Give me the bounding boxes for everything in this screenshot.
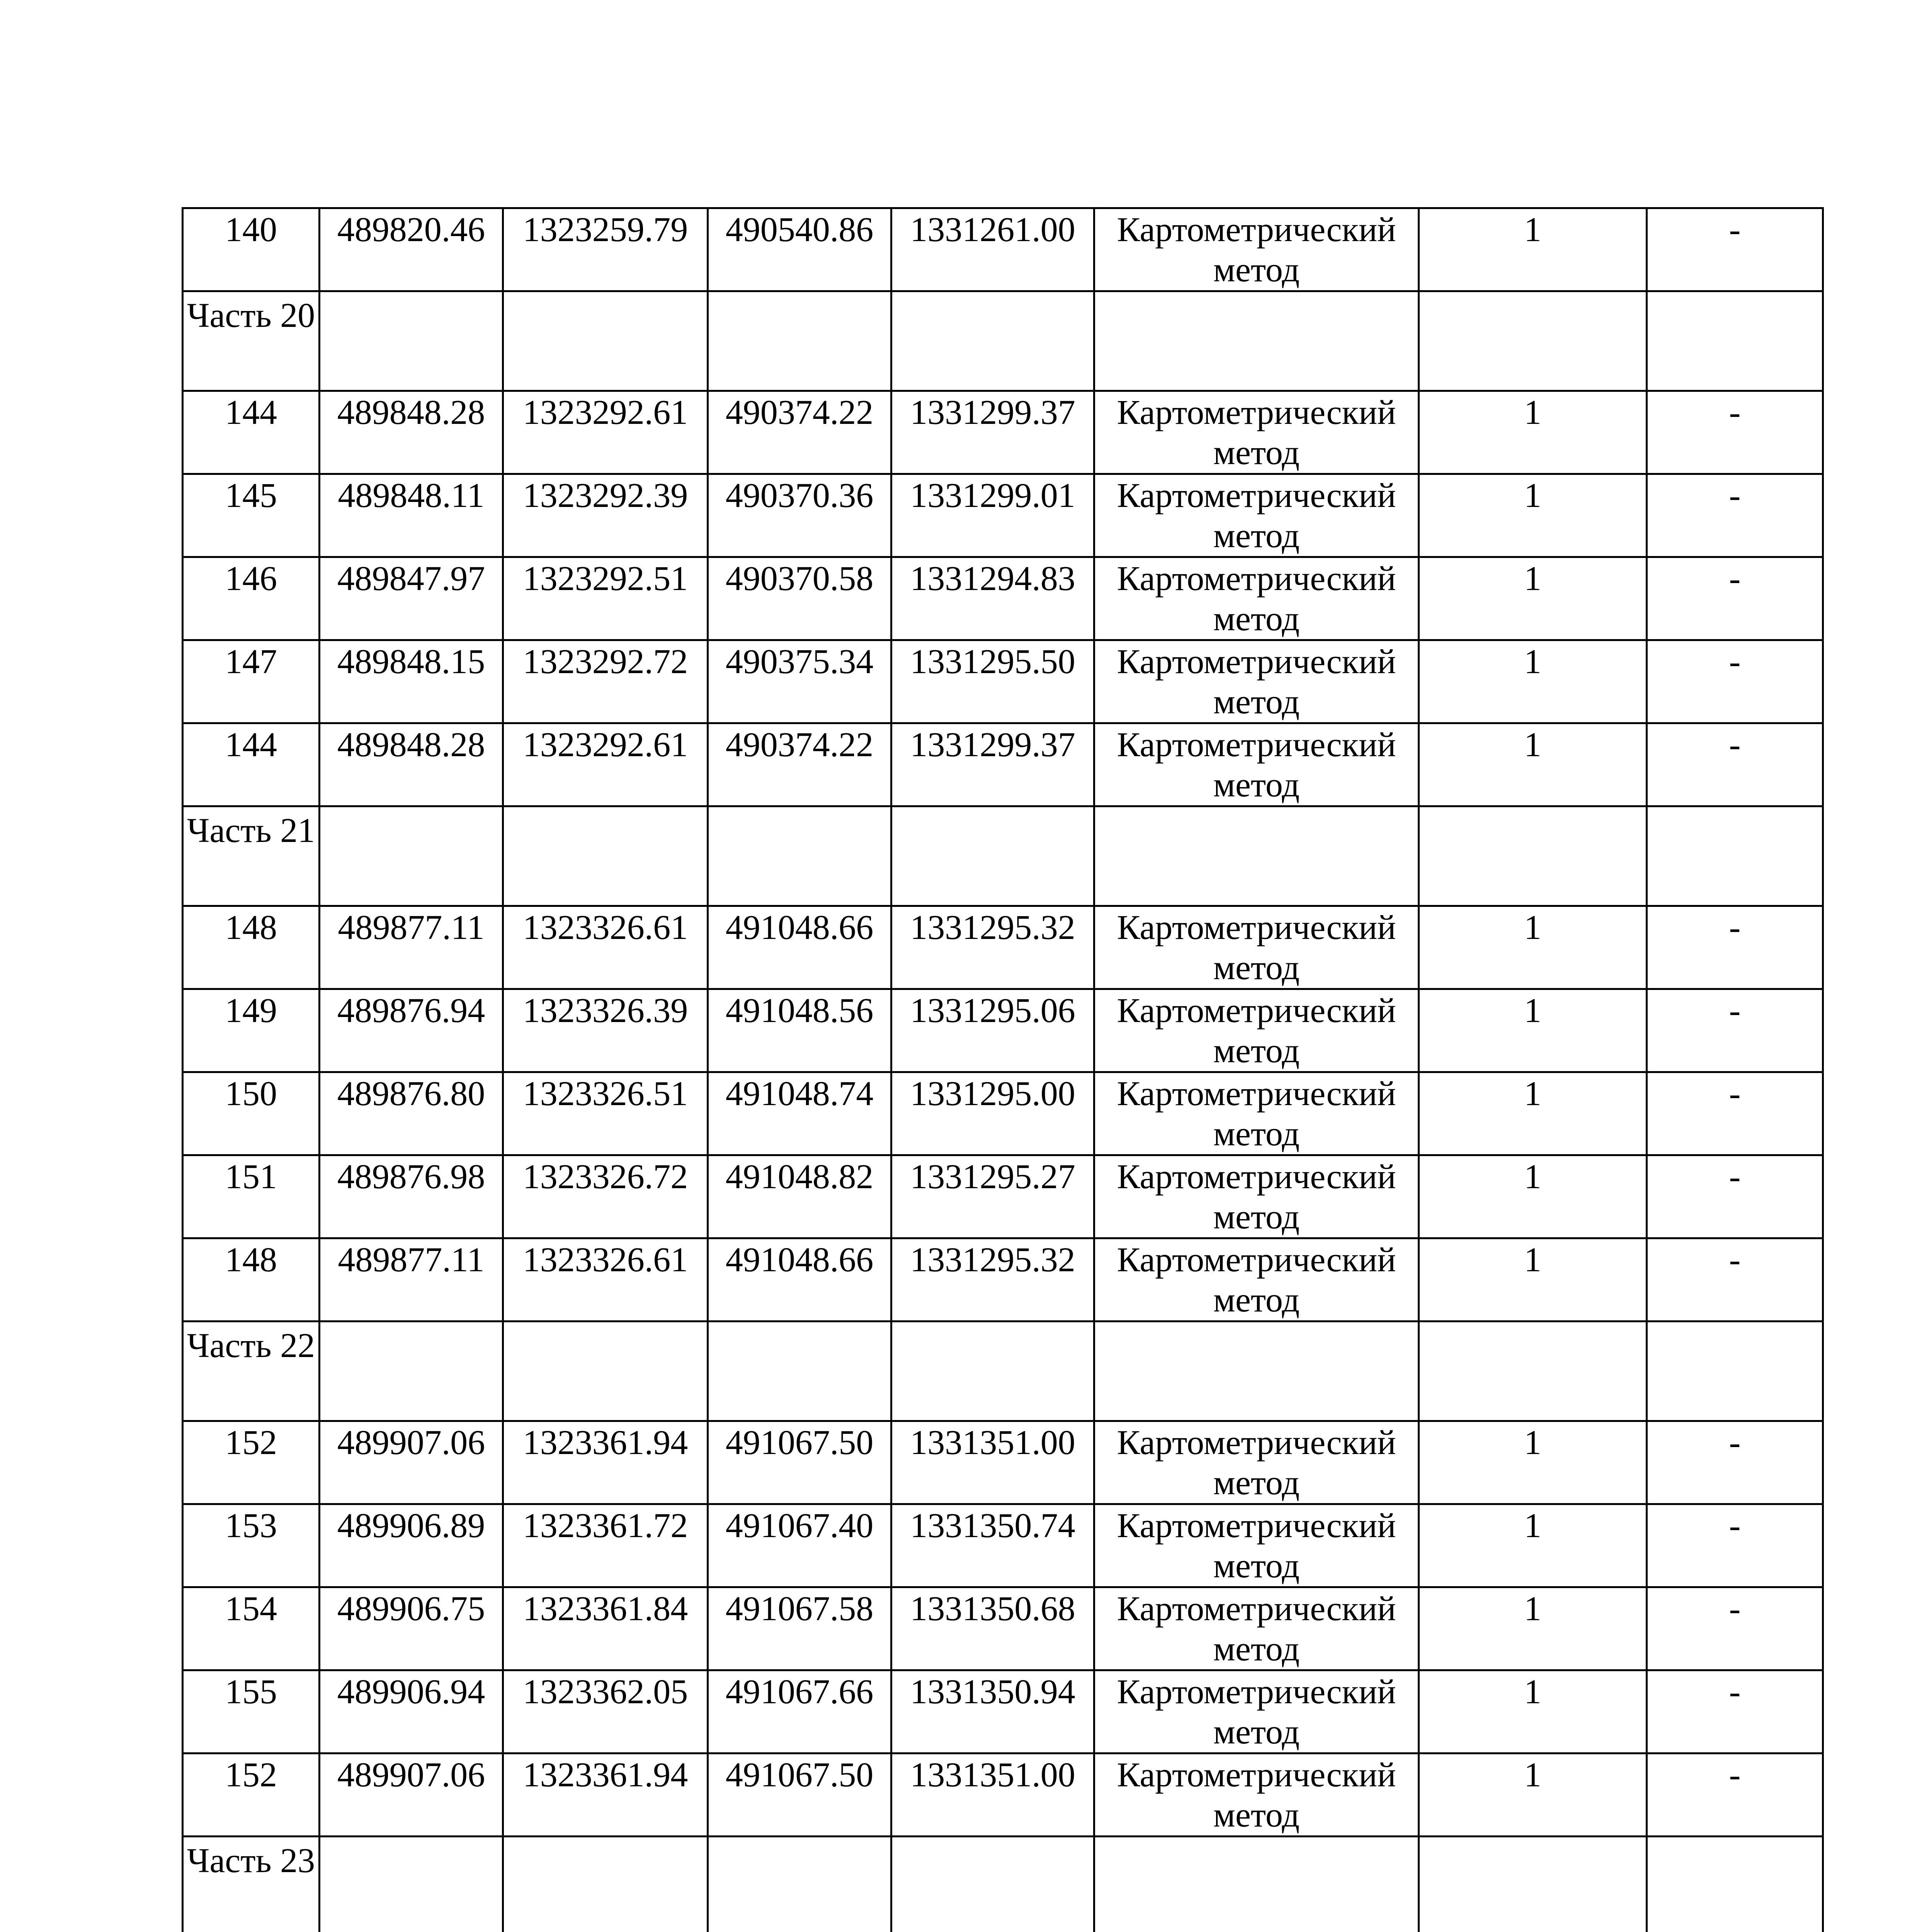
accuracy-cell: 1 (1419, 1504, 1647, 1587)
x-old-cell: 489876.98 (320, 1155, 503, 1238)
y-new-cell: 1331299.37 (891, 723, 1094, 806)
point-number-cell: 153 (183, 1504, 320, 1587)
empty-cell (503, 806, 708, 906)
y-old-cell: 1323292.61 (503, 391, 708, 474)
method-cell (1094, 640, 1419, 723)
accuracy-cell: 1 (1419, 1421, 1647, 1504)
y-new-cell: 1331295.00 (891, 1072, 1094, 1155)
table-row (183, 723, 1823, 806)
table-row (183, 1670, 1823, 1753)
table-row (183, 1238, 1823, 1321)
accuracy-cell: 1 (1419, 208, 1647, 291)
table-body (183, 208, 1823, 1932)
table-row (183, 640, 1823, 723)
point-number-cell: 145 (183, 474, 320, 557)
y-old-cell: 1323292.51 (503, 557, 708, 640)
method-line-1: Картометрический (1117, 1075, 1396, 1113)
part-row (183, 806, 1823, 906)
method-line-2: метод (1213, 1547, 1300, 1585)
point-number-cell: 140 (183, 208, 320, 291)
x-old-cell: 489847.97 (320, 557, 503, 640)
empty-cell (1647, 291, 1823, 391)
method-line-2: метод (1213, 1281, 1300, 1319)
x-old-cell: 489820.46 (320, 208, 503, 291)
empty-cell (891, 806, 1094, 906)
x-new-cell: 491048.74 (708, 1072, 891, 1155)
note-cell: - (1647, 474, 1823, 557)
y-old-cell: 1323361.94 (503, 1753, 708, 1837)
method-cell (1094, 723, 1419, 806)
y-old-cell: 1323292.61 (503, 723, 708, 806)
x-new-cell: 490370.36 (708, 474, 891, 557)
point-number-cell: 152 (183, 1421, 320, 1504)
note-cell: - (1647, 1072, 1823, 1155)
accuracy-cell: 1 (1419, 557, 1647, 640)
point-number-cell: 146 (183, 557, 320, 640)
point-number-cell: 148 (183, 1238, 320, 1321)
x-new-cell: 491067.66 (708, 1670, 891, 1753)
y-old-cell: 1323326.61 (503, 906, 708, 989)
y-old-cell: 1323292.39 (503, 474, 708, 557)
coordinates-table (182, 207, 1824, 1932)
point-number-cell: 147 (183, 640, 320, 723)
accuracy-cell: 1 (1419, 1587, 1647, 1670)
point-number-cell: 154 (183, 1587, 320, 1670)
y-new-cell: 1331295.32 (891, 906, 1094, 989)
table-row (183, 557, 1823, 640)
method-line-1: Картометрический (1117, 1423, 1396, 1462)
y-old-cell: 1323326.72 (503, 1155, 708, 1238)
x-old-cell: 489848.15 (320, 640, 503, 723)
part-label-cell: Часть 21 (183, 806, 320, 906)
method-line-2: метод (1213, 949, 1300, 987)
x-old-cell: 489876.80 (320, 1072, 503, 1155)
x-new-cell: 490540.86 (708, 208, 891, 291)
method-line-1: Картометрический (1117, 908, 1396, 947)
note-cell: - (1647, 1670, 1823, 1753)
table-row (183, 1072, 1823, 1155)
y-old-cell: 1323361.94 (503, 1421, 708, 1504)
x-new-cell: 490374.22 (708, 723, 891, 806)
y-new-cell: 1331351.00 (891, 1753, 1094, 1837)
note-cell: - (1647, 1587, 1823, 1670)
part-row (183, 1837, 1823, 1932)
empty-cell (1647, 1321, 1823, 1421)
method-line-2: метод (1213, 1464, 1300, 1502)
x-old-cell: 489877.11 (320, 906, 503, 989)
method-line-1: Картометрический (1117, 1590, 1396, 1628)
y-new-cell: 1331295.27 (891, 1155, 1094, 1238)
point-number-cell: 148 (183, 906, 320, 989)
x-old-cell: 489906.94 (320, 1670, 503, 1753)
x-new-cell: 491067.58 (708, 1587, 891, 1670)
accuracy-cell: 1 (1419, 391, 1647, 474)
accuracy-cell: 1 (1419, 1670, 1647, 1753)
method-line-2: метод (1213, 600, 1300, 638)
empty-cell (1419, 291, 1647, 391)
note-cell: - (1647, 1504, 1823, 1587)
part-row (183, 1321, 1823, 1421)
method-cell (1094, 1753, 1419, 1837)
method-cell (1094, 1587, 1419, 1670)
table-row (183, 208, 1823, 291)
method-line-2: метод (1213, 517, 1300, 555)
x-old-cell: 489848.28 (320, 723, 503, 806)
note-cell: - (1647, 989, 1823, 1072)
note-cell: - (1647, 1238, 1823, 1321)
y-old-cell: 1323361.84 (503, 1587, 708, 1670)
empty-cell (320, 1837, 503, 1932)
accuracy-cell: 1 (1419, 723, 1647, 806)
accuracy-cell: 1 (1419, 1238, 1647, 1321)
empty-cell (1419, 1321, 1647, 1421)
method-line-1: Картометрический (1117, 1241, 1396, 1279)
method-line-1: Картометрический (1117, 476, 1396, 515)
y-new-cell: 1331299.01 (891, 474, 1094, 557)
method-cell (1094, 557, 1419, 640)
empty-cell (708, 1321, 891, 1421)
empty-cell (320, 291, 503, 391)
note-cell: - (1647, 391, 1823, 474)
x-old-cell: 489877.11 (320, 1238, 503, 1321)
table-row (183, 1587, 1823, 1670)
method-line-1: Картометрический (1117, 211, 1396, 249)
note-cell: - (1647, 557, 1823, 640)
method-line-1: Картометрический (1117, 1507, 1396, 1545)
method-cell (1094, 989, 1419, 1072)
method-line-2: метод (1213, 1198, 1300, 1236)
empty-cell (1419, 806, 1647, 906)
empty-cell (503, 291, 708, 391)
method-line-2: метод (1213, 683, 1300, 721)
method-cell (1094, 1238, 1419, 1321)
x-new-cell: 491048.56 (708, 989, 891, 1072)
table-row (183, 474, 1823, 557)
method-line-1: Картометрический (1117, 393, 1396, 432)
empty-cell (1647, 806, 1823, 906)
table-row (183, 1155, 1823, 1238)
x-old-cell: 489907.06 (320, 1421, 503, 1504)
x-new-cell: 490375.34 (708, 640, 891, 723)
empty-cell (503, 1321, 708, 1421)
empty-cell (320, 806, 503, 906)
empty-cell (1094, 1321, 1419, 1421)
method-line-1: Картометрический (1117, 1673, 1396, 1711)
empty-cell (1419, 1837, 1647, 1932)
x-new-cell: 491048.66 (708, 1238, 891, 1321)
x-new-cell: 491048.66 (708, 906, 891, 989)
method-line-1: Картометрический (1117, 992, 1396, 1030)
empty-cell (891, 1321, 1094, 1421)
x-new-cell: 491067.50 (708, 1421, 891, 1504)
part-label-cell: Часть 20 (183, 291, 320, 391)
x-old-cell: 489907.06 (320, 1753, 503, 1837)
method-line-1: Картометрический (1117, 1756, 1396, 1794)
empty-cell (1094, 291, 1419, 391)
method-cell (1094, 1155, 1419, 1238)
method-cell (1094, 1670, 1419, 1753)
point-number-cell: 150 (183, 1072, 320, 1155)
x-new-cell: 491067.50 (708, 1753, 891, 1837)
empty-cell (708, 1837, 891, 1932)
accuracy-cell: 1 (1419, 1072, 1647, 1155)
y-old-cell: 1323292.72 (503, 640, 708, 723)
y-new-cell: 1331295.32 (891, 1238, 1094, 1321)
method-line-2: метод (1213, 434, 1300, 472)
method-cell (1094, 391, 1419, 474)
empty-cell (891, 291, 1094, 391)
x-old-cell: 489848.28 (320, 391, 503, 474)
empty-cell (1094, 806, 1419, 906)
accuracy-cell: 1 (1419, 989, 1647, 1072)
x-new-cell: 491067.40 (708, 1504, 891, 1587)
method-cell (1094, 474, 1419, 557)
method-cell (1094, 1504, 1419, 1587)
method-cell (1094, 906, 1419, 989)
note-cell: - (1647, 906, 1823, 989)
method-line-1: Картометрический (1117, 560, 1396, 598)
point-number-cell: 151 (183, 1155, 320, 1238)
part-row (183, 291, 1823, 391)
y-new-cell: 1331351.00 (891, 1421, 1094, 1504)
method-line-2: метод (1213, 1796, 1300, 1834)
method-cell (1094, 208, 1419, 291)
y-old-cell: 1323361.72 (503, 1504, 708, 1587)
empty-cell (503, 1837, 708, 1932)
accuracy-cell: 1 (1419, 474, 1647, 557)
x-new-cell: 491048.82 (708, 1155, 891, 1238)
y-old-cell: 1323326.51 (503, 1072, 708, 1155)
method-line-2: метод (1213, 1032, 1300, 1070)
y-new-cell: 1331295.50 (891, 640, 1094, 723)
note-cell: - (1647, 1155, 1823, 1238)
x-old-cell: 489906.75 (320, 1587, 503, 1670)
y-old-cell: 1323326.39 (503, 989, 708, 1072)
empty-cell (1647, 1837, 1823, 1932)
part-label-cell: Часть 23 (183, 1837, 320, 1932)
note-cell: - (1647, 208, 1823, 291)
y-old-cell: 1323362.05 (503, 1670, 708, 1753)
y-new-cell: 1331261.00 (891, 208, 1094, 291)
table-row (183, 1421, 1823, 1504)
method-line-1: Картометрический (1117, 643, 1396, 681)
table-row (183, 989, 1823, 1072)
y-new-cell: 1331350.94 (891, 1670, 1094, 1753)
empty-cell (708, 806, 891, 906)
method-line-1: Картометрический (1117, 1158, 1396, 1196)
method-cell (1094, 1072, 1419, 1155)
note-cell: - (1647, 723, 1823, 806)
empty-cell (891, 1837, 1094, 1932)
empty-cell (320, 1321, 503, 1421)
point-number-cell: 144 (183, 391, 320, 474)
point-number-cell: 149 (183, 989, 320, 1072)
method-line-1: Картометрический (1117, 726, 1396, 764)
y-new-cell: 1331294.83 (891, 557, 1094, 640)
point-number-cell: 152 (183, 1753, 320, 1837)
note-cell: - (1647, 1753, 1823, 1837)
table-row (183, 1504, 1823, 1587)
y-new-cell: 1331350.68 (891, 1587, 1094, 1670)
empty-cell (1094, 1837, 1419, 1932)
y-new-cell: 1331350.74 (891, 1504, 1094, 1587)
method-line-2: метод (1213, 251, 1300, 289)
part-label-cell: Часть 22 (183, 1321, 320, 1421)
empty-cell (708, 291, 891, 391)
method-line-2: метод (1213, 1713, 1300, 1751)
x-old-cell: 489876.94 (320, 989, 503, 1072)
table-row (183, 906, 1823, 989)
y-old-cell: 1323326.61 (503, 1238, 708, 1321)
table-row (183, 1753, 1823, 1837)
note-cell: - (1647, 1421, 1823, 1504)
method-line-2: метод (1213, 1115, 1300, 1153)
method-line-2: метод (1213, 766, 1300, 804)
accuracy-cell: 1 (1419, 1753, 1647, 1837)
y-old-cell: 1323259.79 (503, 208, 708, 291)
method-line-2: метод (1213, 1630, 1300, 1668)
point-number-cell: 155 (183, 1670, 320, 1753)
point-number-cell: 144 (183, 723, 320, 806)
x-old-cell: 489848.11 (320, 474, 503, 557)
x-new-cell: 490370.58 (708, 557, 891, 640)
y-new-cell: 1331299.37 (891, 391, 1094, 474)
accuracy-cell: 1 (1419, 906, 1647, 989)
method-cell (1094, 1421, 1419, 1504)
x-new-cell: 490374.22 (708, 391, 891, 474)
note-cell: - (1647, 640, 1823, 723)
table-row (183, 391, 1823, 474)
x-old-cell: 489906.89 (320, 1504, 503, 1587)
y-new-cell: 1331295.06 (891, 989, 1094, 1072)
accuracy-cell: 1 (1419, 640, 1647, 723)
accuracy-cell: 1 (1419, 1155, 1647, 1238)
